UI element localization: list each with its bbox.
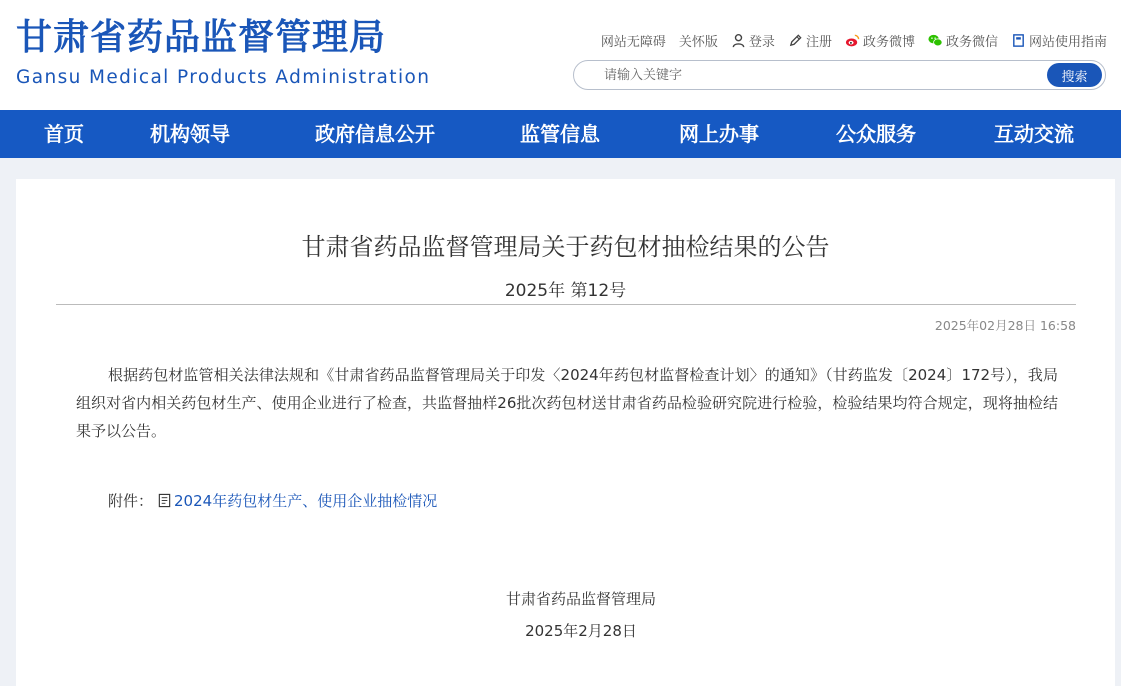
weibo-link-label: 政务微博 (862, 34, 915, 50)
login-link[interactable] (731, 31, 775, 50)
nav-item-interaction[interactable]: 互动交流 (994, 122, 1074, 146)
nav-item-home[interactable]: 首页 (44, 122, 84, 146)
signature-date: 2025年2月28日 (525, 622, 637, 640)
nav-item-regulatory-info[interactable]: 监管信息 (520, 122, 600, 146)
login-link-label: 登录 (748, 34, 775, 50)
site-guide-link[interactable] (1011, 31, 1107, 50)
search-input[interactable] (604, 65, 1014, 85)
accessibility-link[interactable] (601, 31, 666, 50)
nav-item-public-services[interactable]: 公众服务 (836, 122, 916, 146)
site-title[interactable]: 甘肃省药品监督管理局 (16, 17, 387, 58)
document-icon (157, 493, 172, 508)
site-subtitle: Gansu Medical Products Administration (16, 67, 431, 88)
main-nav (0, 110, 1121, 158)
article-date: 2025年02月28日 16:58 (934, 318, 1076, 333)
care-version-link-label: 关怀版 (678, 34, 718, 50)
article-title: 甘肃省药品监督管理局关于药包材抽检结果的公告 (301, 233, 830, 261)
article-number: 2025年 第12号 (504, 281, 627, 301)
nav-item-leadership[interactable]: 机构领导 (150, 122, 230, 146)
article-card (16, 179, 1115, 686)
attachment-label: 附件： (108, 492, 154, 510)
wechat-link-label: 政务微信 (945, 34, 998, 50)
wechat-link[interactable] (928, 31, 998, 50)
weibo-link[interactable] (845, 31, 915, 50)
article-body: 根据药包材监管相关法律法规和《甘肃省药品监督管理局关于印发〈2024年药包材监督检查计划〉的通知》（甘药监发〔2024〕172号），我局组织对省内相关药包材生产、使用企业进行了检查，共监督抽样26批次药包材送甘肃省药品检验研究院进行检验，检验结果均符合规定，现将抽检结果予以公告。 (76, 366, 1058, 440)
signature-org: 甘肃省药品监督管理局 (505, 590, 656, 608)
top-links (601, 30, 1107, 50)
nav-item-online-services[interactable]: 网上办事 (679, 122, 759, 146)
weibo-icon (845, 33, 860, 48)
nav-item-gov-info[interactable]: 政府信息公开 (315, 122, 435, 146)
care-version-link[interactable] (679, 31, 718, 50)
title-divider (56, 304, 1076, 305)
pencil-icon (788, 33, 803, 48)
site-guide-link-label: 网站使用指南 (1028, 34, 1107, 50)
accessibility-link-label: 网站无障碍 (600, 34, 666, 50)
search-button[interactable]: 搜索 (1047, 63, 1102, 87)
attachment-link[interactable]: 2024年药包材生产、使用企业抽检情况 (174, 492, 438, 510)
guide-book-icon (1011, 33, 1026, 48)
register-link-label: 注册 (805, 34, 832, 50)
search-box (573, 60, 1106, 90)
register-link[interactable] (788, 31, 832, 50)
site-header (0, 0, 1121, 110)
wechat-icon (928, 33, 943, 48)
user-icon (731, 33, 746, 48)
attachment-line (108, 490, 437, 511)
